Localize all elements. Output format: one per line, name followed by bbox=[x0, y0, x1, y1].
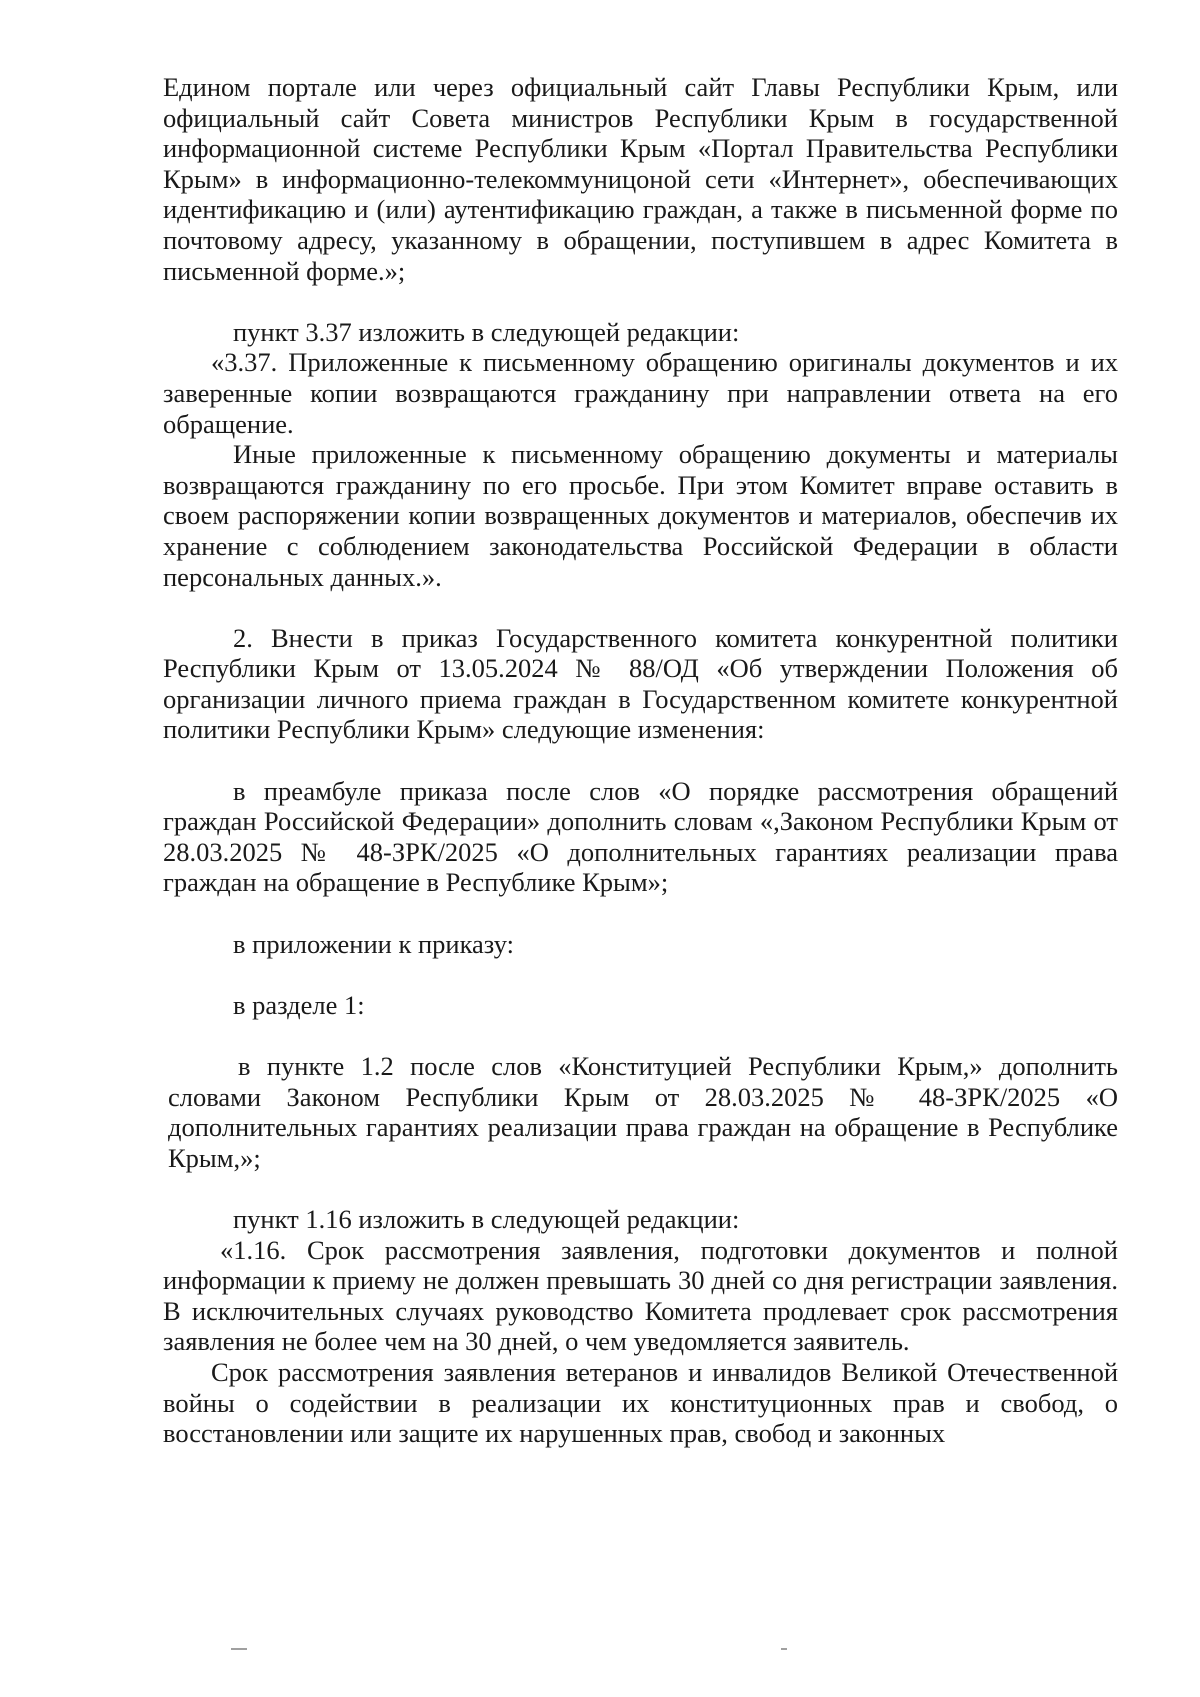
paragraph-continuation: Едином портале или через официальный сайт Главы Республики Крым, или официальный сайт Совета министров Республики Крым в государственной информационной системе Республики Крым «Портал Правительства Республики Крым» в информационно-телекоммуницоной сети «Интернет», обеспечивающих идентификацию и (или) аутентификацию граждан, а также в письменной форме по почтовому адресу, указанному в обращении, поступившем в адрес Комитета в письменной форме.»; bbox=[163, 72, 1118, 286]
paragraph-item-3-37-text: «3.37. Приложенные к письменному обращению оригиналы документов и их заверенные копии возвращаются гражданину при направлении ответа на его обращение. bbox=[163, 347, 1118, 439]
scan-artifact-right bbox=[781, 1648, 787, 1650]
paragraph-other-documents: Иные приложенные к письменному обращению документы и материалы возвращаются гражданину по его просьбе. При этом Комитет вправе оставить в своем распоряжении копии возвращенных документов и материалов, обеспечив их хранение с соблюдением законодательства Российской Федерации в области персональных данных.». bbox=[163, 439, 1118, 592]
paragraph-preamble: в преамбуле приказа после слов «О порядке рассмотрения обращений граждан Российской Федерации» дополнить словам «,Законом Республики Крым от 28.03.2025 № 48-ЗРК/2025 «О дополнительных гарантиях реализации права граждан на обращение в Республике Крым»; bbox=[163, 775, 1118, 898]
paragraph-item-3-37-heading: пункт 3.37 изложить в следующей редакции: bbox=[233, 316, 740, 347]
paragraph-item-1-16-heading: пункт 1.16 изложить в следующей редакции: bbox=[233, 1203, 740, 1234]
paragraph-veterans: Срок рассмотрения заявления ветеранов и инвалидов Великой Отечественной войны о содействии в реализации их конституционных прав и свобод, о восстановлении или защите их нарушенных прав, свобод и законных bbox=[163, 1356, 1118, 1449]
paragraph-item-1-2: в пункте 1.2 после слов «Конституцией Республики Крым,» дополнить словами Законом Республики Крым от 28.03.2025 № 48-ЗРК/2025 «О дополнительных гарантиях реализации права граждан на обращение в Республике Крым,»; bbox=[168, 1051, 1118, 1173]
paragraph-appendix: в приложении к приказу: bbox=[233, 928, 514, 959]
scan-artifact-left bbox=[231, 1648, 247, 1650]
paragraph-section-2: 2. Внести в приказ Государственного комитета конкурентной политики Республики Крым от 13.05.2024 № 88/ОД «Об утверждении Положения об организации личного приема граждан в Государственном комитете конкурентной политики Республики Крым» следующие изменения: bbox=[163, 622, 1118, 745]
paragraph-item-1-16-text: «1.16. Срок рассмотрения заявления, подготовки документов и полной информации к приему не должен превышать 30 дней со дня регистрации заявления. В исключительных случаях руководство Комитета продлевает срок рассмотрения заявления не более чем на 30 дней, о чем уведомляется заявитель. bbox=[163, 1234, 1118, 1357]
document-body bbox=[163, 72, 1118, 1449]
paragraph-section-1: в разделе 1: bbox=[233, 989, 365, 1020]
